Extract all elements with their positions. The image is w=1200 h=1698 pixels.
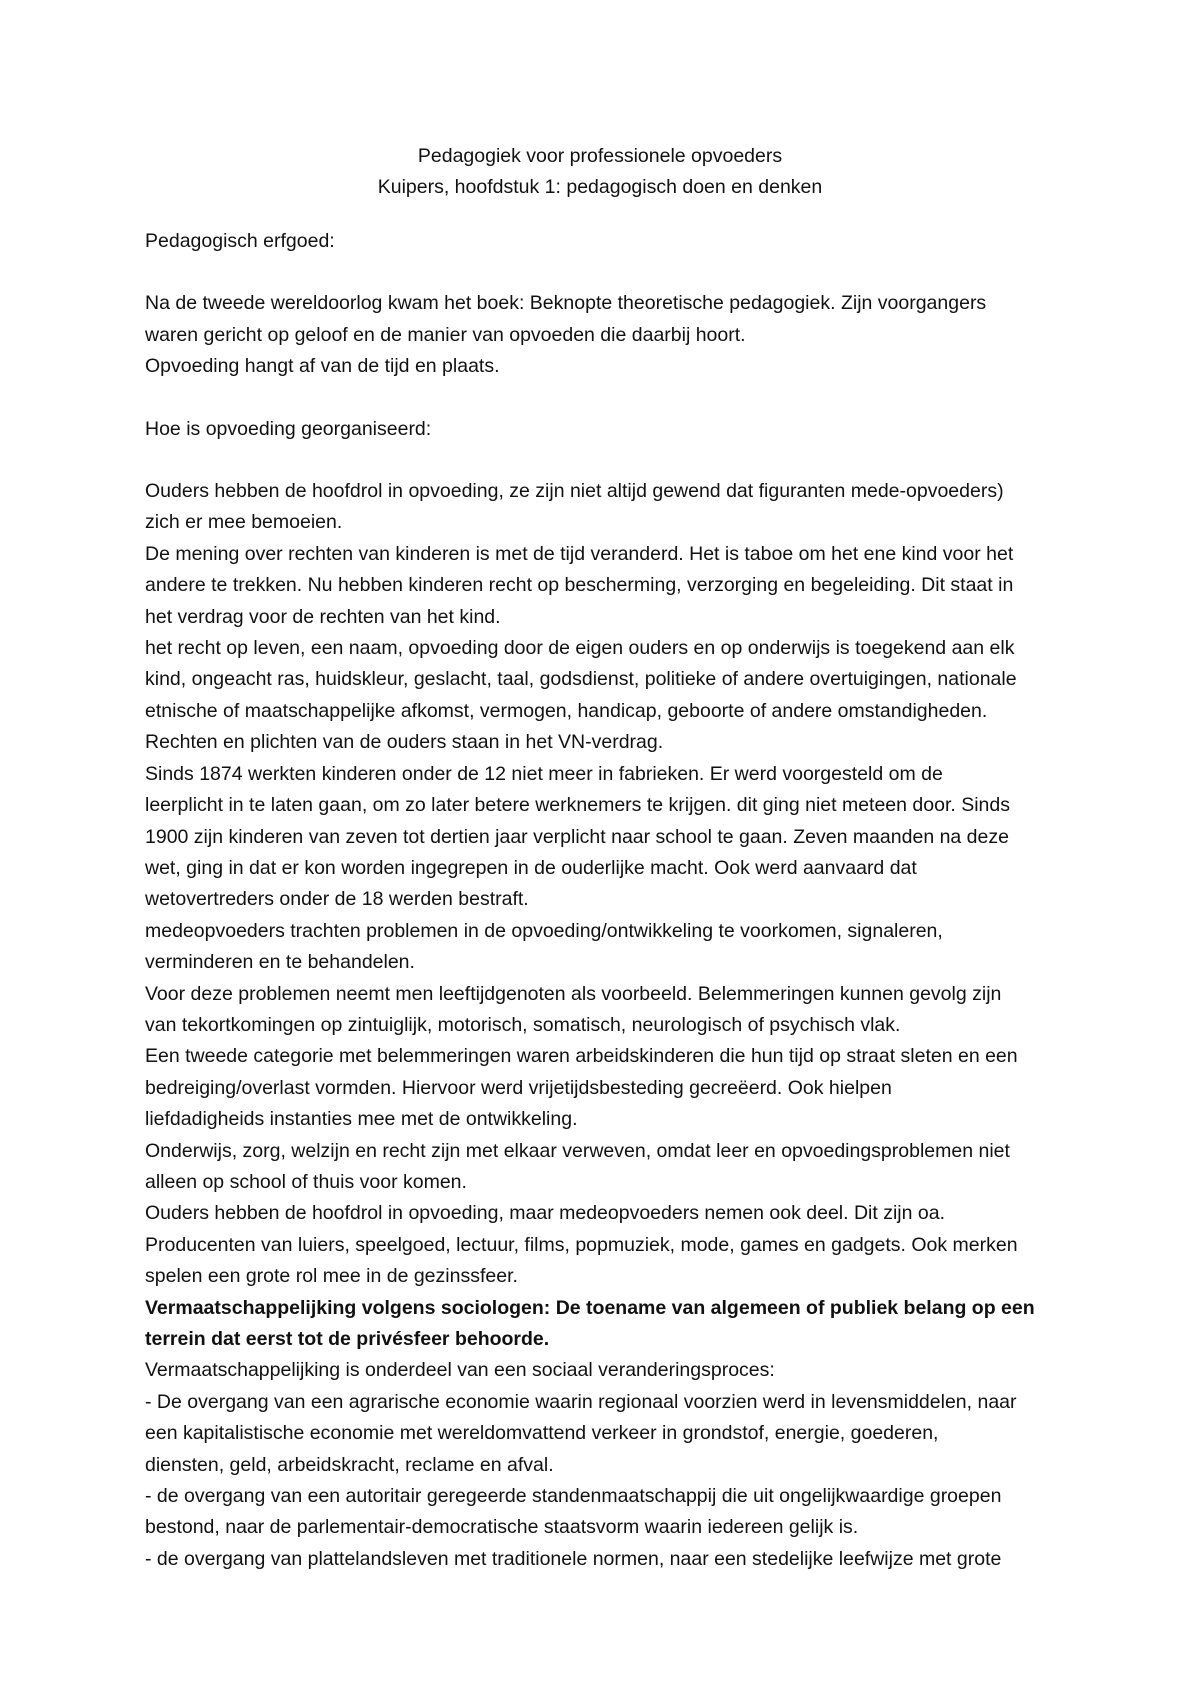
title-line-1: Pedagogiek voor professionele opvoeders: [417, 145, 783, 167]
text-line: verminderen en te behandelen.: [145, 951, 415, 974]
text-line: andere te trekken. Nu hebben kinderen recht op bescherming, verzorging en begeleiding. Dit staat in: [145, 574, 1014, 597]
text-line: wet, ging in dat er kon worden ingegrepen in de ouderlijke macht. Ook werd aanvaard dat: [145, 856, 917, 879]
text-line: spelen een grote rol mee in de gezinssfeer.: [145, 1265, 518, 1288]
text-line: Producenten van luiers, speelgoed, lectuur, films, popmuziek, mode, games en gadgets. Ook merken: [145, 1233, 1018, 1256]
section-heading-erfgoed: Pedagogisch erfgoed:: [145, 230, 335, 252]
bold-definition-line: Vermaatschappelijking volgens sociologen: De toename van algemeen of publiek belang op een: [145, 1296, 1035, 1319]
text-line: 1900 zijn kinderen van zeven tot dertien jaar verplicht naar school te gaan. Zeven maanden na deze: [145, 825, 1009, 848]
section-heading-organisatie: Hoe is opvoeding georganiseerd:: [145, 417, 432, 440]
list-item: - de overgang van plattelandsleven met traditionele normen, naar een stedelijke leefwijze met grote: [145, 1547, 1002, 1570]
text-line: etnische of maatschappelijke afkomst, vermogen, handicap, geboorte of andere omstandigheden.: [145, 699, 988, 722]
text-line: diensten, geld, arbeidskracht, reclame en afval.: [145, 1453, 554, 1476]
text-line: Opvoeding hangt af van de tijd en plaats.: [145, 355, 500, 378]
text-line: kind, ongeacht ras, huidskleur, geslacht, taal, godsdienst, politieke of andere overtuigingen, nationale: [145, 668, 1017, 691]
document-title: [0, 141, 1200, 204]
text-line: het recht op leven, een naam, opvoeding door de eigen ouders en op onderwijs is toegekend aan elk: [145, 637, 1015, 660]
text-line: Onderwijs, zorg, welzijn en recht zijn met elkaar verweven, omdat leer en opvoedingsproblemen niet: [145, 1139, 1010, 1162]
text-line: een kapitalistische economie met wereldomvattend verkeer in grondstof, energie, goederen,: [145, 1422, 939, 1445]
list-item: - de overgang van een autoritair geregeerde standenmaatschappij die uit ongelijkwaardige groepen: [145, 1485, 1002, 1508]
text-line: Vermaatschappelijking is onderdeel van een sociaal veranderingsproces:: [145, 1359, 775, 1382]
text-line: wetovertreders onder de 18 werden bestraft.: [145, 888, 529, 911]
list-item: - De overgang van een agrarische economie waarin regionaal voorzien werd in levensmiddelen, naar: [145, 1390, 1017, 1413]
text-line: medeopvoeders trachten problemen in de opvoeding/ontwikkeling te voorkomen, signaleren,: [145, 919, 943, 942]
text-line: Ouders hebben de hoofdrol in opvoeding, maar medeopvoeders nemen ook deel. Dit zijn oa.: [145, 1202, 946, 1225]
text-line: Voor deze problemen neemt men leeftijdgenoten als voorbeeld. Belemmeringen kunnen gevolg zijn: [145, 982, 1002, 1005]
text-line: Sinds 1874 werkten kinderen onder de 12 niet meer in fabrieken. Er werd voorgesteld om de: [145, 762, 943, 785]
paragraph-organisatie: [145, 476, 1065, 1575]
text-line: leerplicht in te laten gaan, om zo later betere werknemers te krijgen. dit ging niet meteen door. Sinds: [145, 794, 1010, 817]
text-line: Een tweede categorie met belemmeringen waren arbeidskinderen die hun tijd op straat sleten en een: [145, 1045, 1018, 1068]
text-line: bedreiging/overlast vormden. Hiervoor werd vrijetijdsbesteding gecreëerd. Ook hielpen: [145, 1076, 892, 1099]
text-line: Na de tweede wereldoorlog kwam het boek: Beknopte theoretische pedagogiek. Zijn voorgangers: [145, 292, 987, 315]
text-line: alleen op school of thuis voor komen.: [145, 1170, 467, 1193]
text-line: liefdadigheids instanties mee met de ontwikkeling.: [145, 1108, 578, 1131]
text-line: bestond, naar de parlementair-democratische staatsvorm waarin iedereen gelijk is.: [145, 1516, 859, 1539]
text-line: van tekortkomingen op zintuiglijk, motorisch, somatisch, neurologisch of psychisch vlak.: [145, 1013, 901, 1036]
text-line: Ouders hebben de hoofdrol in opvoeding, ze zijn niet altijd gewend dat figuranten mede-opvoeders): [145, 480, 1004, 503]
paragraph-erfgoed: [145, 288, 1065, 382]
bold-definition-line: terrein dat eerst tot de privésfeer behoorde.: [145, 1328, 550, 1350]
title-line-2: Kuipers, hoofdstuk 1: pedagogisch doen en denken: [377, 176, 823, 199]
document-body: [145, 226, 1065, 1575]
text-line: Rechten en plichten van de ouders staan in het VN-verdrag.: [145, 731, 664, 754]
text-line: zich er mee bemoeien.: [145, 511, 343, 534]
text-line: het verdrag voor de rechten van het kind.: [145, 605, 501, 628]
text-line: waren gericht op geloof en de manier van opvoeden die daarbij hoort.: [145, 323, 746, 346]
text-line: De mening over rechten van kinderen is met de tijd veranderd. Het is taboe om het ene kind voor het: [145, 542, 1014, 565]
